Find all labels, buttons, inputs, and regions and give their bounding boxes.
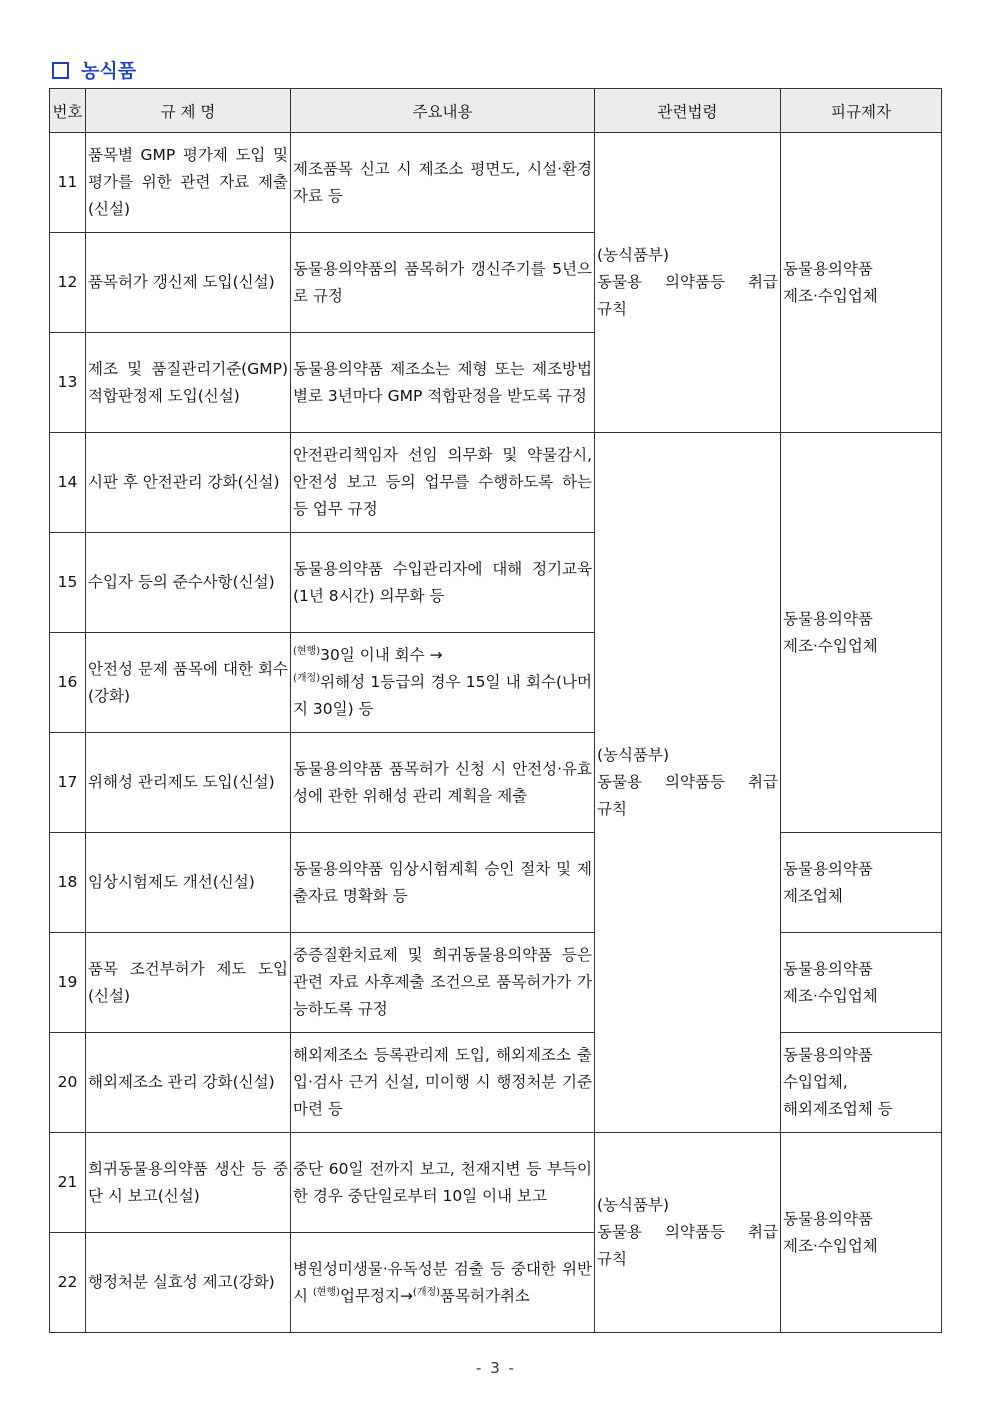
target-line: 해외제조업체 등 [783, 1100, 893, 1118]
law-line2 [597, 769, 778, 796]
main-content: 동물용의약품 품목허가 신청 시 안전성·유효성에 관한 위해성 관리 계획을 제출 [291, 733, 595, 833]
regulation-name: 수입자 등의 준수사항(신설) [86, 533, 291, 633]
law-word: 동물용 [597, 273, 642, 291]
content-text: 30일 이내 회수 → [320, 646, 443, 664]
row-number: 11 [50, 133, 86, 233]
target-line: 제조·수입업체 [783, 636, 878, 655]
table-row [50, 133, 942, 233]
regulation-table [49, 88, 942, 1333]
law-line1: (농식품부) [597, 746, 669, 764]
main-content [291, 1233, 595, 1333]
revised-tag: (개정) [293, 672, 321, 684]
regulation-name: 위해성 관리제도 도입(신설) [86, 733, 291, 833]
row-number: 17 [50, 733, 86, 833]
law-line1: (농식품부) [597, 246, 669, 264]
main-content: 동물용의약품의 품목허가 갱신주기를 5년으로 규정 [291, 233, 595, 333]
regulated-party [781, 133, 942, 433]
related-law [595, 133, 781, 433]
regulated-party [781, 933, 942, 1033]
current-tag: (현행) [293, 645, 321, 657]
row-number: 12 [50, 233, 86, 333]
regulated-party [781, 1033, 942, 1133]
header-row [50, 89, 942, 133]
regulation-name: 시판 후 안전관리 강화(신설) [86, 433, 291, 533]
target-line: 동물용의약품 [783, 609, 873, 628]
law-word: 동물용 [597, 1223, 642, 1241]
target-line: 수입업체, [783, 1073, 848, 1091]
content-text: 업무정지→ [340, 1286, 413, 1305]
target-line: 동물용의약품 [783, 259, 873, 278]
header-no: 번호 [50, 89, 86, 133]
regulated-party [781, 833, 942, 933]
law-word: 의약품등 [665, 773, 725, 791]
main-content: 동물용의약품 수입관리자에 대해 정기교육(1년 8시간) 의무화 등 [291, 533, 595, 633]
row-number: 21 [50, 1133, 86, 1233]
table-row [50, 833, 942, 933]
row-number: 14 [50, 433, 86, 533]
header-name: 규 제 명 [86, 89, 291, 133]
main-content: 중증질환치료제 및 희귀동물용의약품 등은 관련 자료 사후제출 조건으로 품목허가가 가능하도록 규정 [291, 933, 595, 1033]
regulation-name: 제조 및 품질관리기준(GMP) 적합판정제 도입(신설) [86, 333, 291, 433]
row-number: 15 [50, 533, 86, 633]
row-number: 22 [50, 1233, 86, 1333]
table-row [50, 433, 942, 533]
law-line3: 규칙 [597, 300, 627, 318]
target-line: 제조·수입업체 [783, 1236, 878, 1255]
current-tag: (현행) [312, 1286, 341, 1298]
regulation-name: 안전성 문제 품목에 대한 회수(강화) [86, 633, 291, 733]
law-line1: (농식품부) [597, 1196, 669, 1214]
square-bullet-icon [52, 62, 69, 79]
target-line: 동물용의약품 [783, 959, 873, 978]
law-line3: 규칙 [597, 1250, 627, 1268]
main-content: 제조품목 신고 시 제조소 평면도, 시설·환경자료 등 [291, 133, 595, 233]
content-text: 품목허가취소 [440, 1286, 530, 1305]
law-line2 [597, 1219, 778, 1246]
target-line: 제조업체 [783, 886, 843, 905]
related-law [595, 433, 781, 1133]
header-content: 주요내용 [291, 89, 595, 133]
section-title [52, 56, 136, 83]
main-content: 중단 60일 전까지 보고, 천재지변 등 부득이한 경우 중단일로부터 10일 이내 보고 [291, 1133, 595, 1233]
target-line: 제조·수입업체 [783, 986, 878, 1005]
row-number: 20 [50, 1033, 86, 1133]
table-row [50, 1033, 942, 1133]
main-content: 안전관리책임자 선임 의무화 및 약물감시, 안전성 보고 등의 업무를 수행하도록 하는 등 업무 규정 [291, 433, 595, 533]
row-number: 13 [50, 333, 86, 433]
target-line: 동물용의약품 [783, 1046, 873, 1064]
target-line: 동물용의약품 [783, 1209, 873, 1228]
target-line: 동물용의약품 [783, 859, 873, 878]
regulation-name: 행정처분 실효성 제고(강화) [86, 1233, 291, 1333]
revised-tag: (개정) [412, 1286, 441, 1298]
regulated-party [781, 433, 942, 833]
regulation-name: 품목별 GMP 평가제 도입 및 평가를 위한 관련 자료 제출(신설) [86, 133, 291, 233]
main-content: 해외제조소 등록관리제 도입, 해외제조소 출입·검사 근거 신설, 미이행 시 행정처분 기준 마련 등 [291, 1033, 595, 1133]
row-number: 18 [50, 833, 86, 933]
header-target: 피규제자 [781, 89, 942, 133]
main-content [291, 633, 595, 733]
law-line2 [597, 269, 778, 296]
regulation-name: 품목 조건부허가 제도 도입(신설) [86, 933, 291, 1033]
content-text: 위해성 1등급의 경우 15일 내 회수(나머지 30일) 등 [293, 673, 592, 718]
related-law [595, 1133, 781, 1333]
main-content: 동물용의약품 제조소는 제형 또는 제조방법별로 3년마다 GMP 적합판정을 받도록 규정 [291, 333, 595, 433]
law-word: 의약품등 [665, 273, 725, 291]
law-word: 취급 [748, 1223, 778, 1241]
law-word: 취급 [748, 273, 778, 291]
table-row [50, 1133, 942, 1233]
regulation-name: 품목허가 갱신제 도입(신설) [86, 233, 291, 333]
regulated-party [781, 1133, 942, 1333]
law-word: 의약품등 [665, 1223, 725, 1241]
table-row [50, 933, 942, 1033]
law-word: 취급 [748, 773, 778, 791]
regulation-name: 희귀동물용의약품 생산 등 중단 시 보고(신설) [86, 1133, 291, 1233]
page-number: - 3 - [476, 1359, 516, 1377]
row-number: 19 [50, 933, 86, 1033]
target-line: 제조·수입업체 [783, 286, 878, 305]
main-content: 동물용의약품 임상시험계획 승인 절차 및 제출자료 명확화 등 [291, 833, 595, 933]
law-word: 동물용 [597, 773, 642, 791]
header-law: 관련법령 [595, 89, 781, 133]
law-line3: 규칙 [597, 800, 627, 818]
row-number: 16 [50, 633, 86, 733]
regulation-name: 임상시험제도 개선(신설) [86, 833, 291, 933]
regulation-name: 해외제조소 관리 강화(신설) [86, 1033, 291, 1133]
content-text: 병원성미생물·유독성분 검출 등 중대한 위반 시 [293, 1259, 592, 1305]
section-title-text: 농식품 [81, 60, 137, 82]
